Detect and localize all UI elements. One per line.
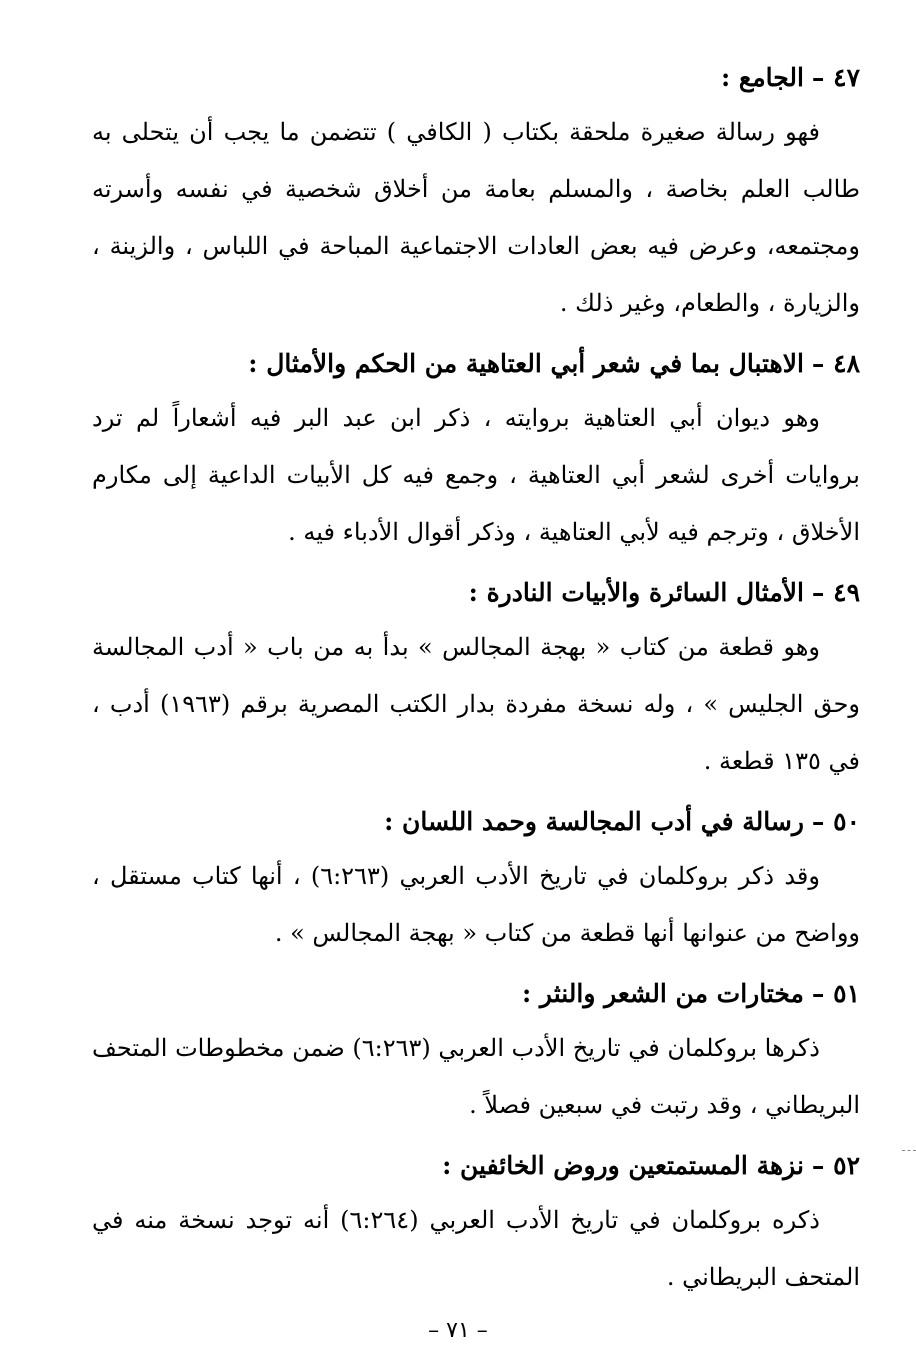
- entry-49: [92, 567, 860, 790]
- entry-51: [92, 968, 860, 1134]
- scan-edge-mark: [902, 1150, 916, 1153]
- entry-title: مختارات من الشعر والنثر :: [521, 979, 804, 1008]
- entry-heading: [92, 968, 860, 1020]
- entry-title: الاهتبال بما في شعر أبي العتاهية من الحكم والأمثال :: [248, 349, 804, 378]
- entry-number: ٤٩ –: [811, 578, 860, 607]
- entry-title: نزهة المستمتعين وروض الخائفين :: [442, 1151, 804, 1180]
- entry-body: ذكره بروكلمان في تاريخ الأدب العربي (٦:٢٦٤) أنه توجد نسخة منه في المتحف البريطاني .: [92, 1206, 860, 1291]
- entry-number: ٥٢ –: [811, 1151, 860, 1180]
- entry-heading: [92, 567, 860, 619]
- entry-body: وقد ذكر بروكلمان في تاريخ الأدب العربي (٦:٢٦٣) ، أنها كتاب مستقل ، وواضح من عنوانها أنها قطعة من كتاب « بهجة المجالس » .: [92, 862, 860, 947]
- entry-body: فهو رسالة صغيرة ملحقة بكتاب ( الكافي ) تتضمن ما يجب أن يتحلى به طالب العلم بخاصة ، والمسلم بعامة من أخلاق شخصية في نفسه وأسرته ومجتمعه، وعرض فيه بعض العادات الاجتماعية المباحة في اللباس ، والزينة ، والزيارة ، والطعام، وغير ذلك .: [92, 118, 860, 317]
- entry-body: ذكرها بروكلمان في تاريخ الأدب العربي (٦:٢٦٣) ضمن مخطوطات المتحف البريطاني ، وقد رتبت في سبعين فصلاً .: [92, 1034, 860, 1119]
- entry-title: الأمثال السائرة والأبيات النادرة :: [468, 578, 804, 607]
- entry-number: ٥٠ –: [811, 807, 860, 836]
- entry-47: [92, 52, 860, 332]
- entry-number: ٥١ –: [811, 979, 860, 1008]
- entry-heading: [92, 1140, 860, 1192]
- entry-number: ٤٧ –: [811, 63, 860, 92]
- entry-50: [92, 796, 860, 962]
- entry-title: رسالة في أدب المجالسة وحمد اللسان :: [384, 807, 804, 836]
- entry-title: الجامع :: [720, 63, 804, 92]
- entry-body: وهو قطعة من كتاب « بهجة المجالس » بدأ به من باب « أدب المجالسة وحق الجليس » ، وله نسخة مفردة بدار الكتب المصرية برقم (١٩٦٣) أدب ، في ١٣٥ قطعة .: [92, 633, 861, 775]
- entry-body: وهو ديوان أبي العتاهية بروايته ، ذكر ابن عبد البر فيه أشعاراً لم ترد بروايات أخرى لشعر أبي العتاهية ، وجمع فيه كل الأبيات الداعية إلى مكارم الأخلاق ، وترجم فيه لأبي العتاهية ، وذكر أقوال الأدباء فيه .: [92, 404, 860, 546]
- entry-52: [92, 1140, 860, 1306]
- entry-heading: [92, 796, 860, 848]
- entry-number: ٤٨ –: [811, 349, 860, 378]
- page-number: – ٧١ –: [428, 1318, 488, 1343]
- entry-48: [92, 338, 860, 561]
- entry-heading: [92, 52, 860, 104]
- page-content: [92, 52, 860, 1312]
- entry-heading: [92, 338, 860, 390]
